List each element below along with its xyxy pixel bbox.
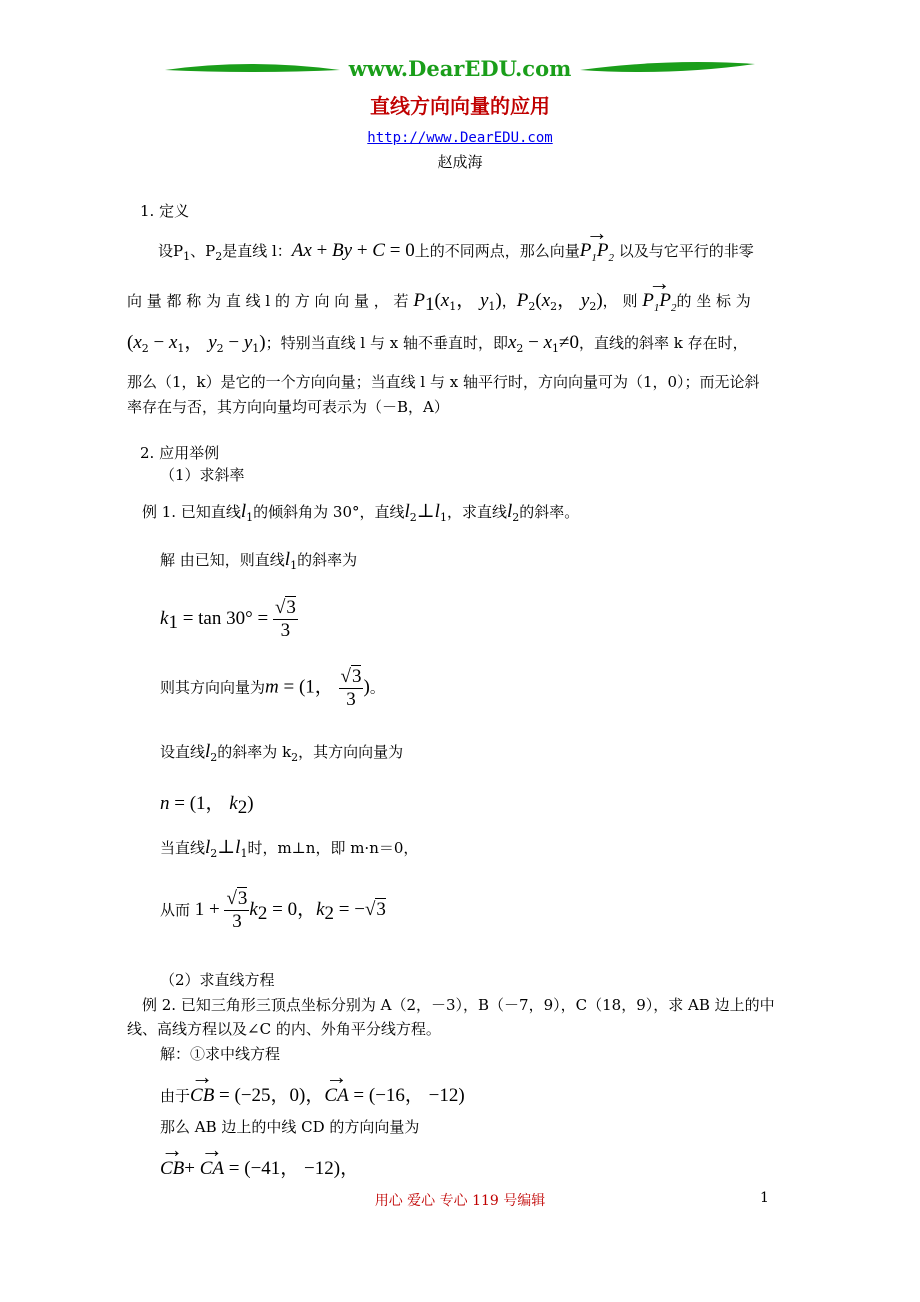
site-banner: www.DearEDU.com — [348, 56, 572, 81]
vectors-cb-ca: 由于→ CB = (−25，0)，→ CA = (−16， −12) — [160, 1080, 465, 1107]
author: 赵成海 — [437, 153, 483, 171]
slope-formula: $k_1 = \tan 30^\circ$ = $\frac{√3}{3}$ — [160, 597, 296, 641]
direction-vector-m: 则其方向向量为m = (1， $\frac{√3}{3}$ )。 — [160, 666, 385, 710]
set-slope-k2: 设直线$l_2$的斜率为 $k_2$，其方向向量为 — [160, 741, 404, 764]
definition-line-4: 那么（1，k）是它的一个方向向量；当直线 l 与 x 轴平行时，方向向量可为（1，0）；而无论斜 — [127, 373, 760, 391]
median-cd-text: 那么 AB 边上的中线 CD 的方向向量为 — [160, 1118, 420, 1136]
page-number: 1 — [760, 1190, 769, 1206]
result-k2: 从而 1 + $\frac{√3}{3}$ $k_2 = 0$，$k_2 = -√3$ — [160, 888, 386, 932]
page-title: 直线方向向量的应用 — [370, 94, 550, 118]
section-2-heading: 2. 应用举例 — [140, 444, 220, 462]
definition-line-1: 设$P_1$、$P_2$是直线 l：Ax + By + C = 0上的不同两点，那么向量→ $P_1P_2$ 以及与它平行的非零 — [158, 241, 754, 268]
direction-vector-n: n = (1， $k_2$) — [160, 793, 254, 819]
line-equation: Ax — [291, 240, 312, 261]
perpendicular-condition: 当直线$l_2\perp l_1$时，m⊥n，即 m·n＝0， — [160, 837, 419, 860]
vector-sum-cb-ca: → CB+ → CA = (−41， −12)， — [160, 1153, 359, 1180]
subsection-2-heading: （2）求直线方程 — [160, 971, 275, 989]
subsection-1-heading: （1）求斜率 — [160, 466, 245, 484]
solution-2-intro: 解：①求中线方程 — [160, 1045, 281, 1063]
example-2-line-2: 线、高线方程以及∠C 的内、外角平分线方程。 — [127, 1020, 441, 1038]
footer-text: 用心 爱心 专心 119 号编辑 — [374, 1193, 546, 1209]
definition-line-3: ($x_2 - x_1$， $y_2 - y_1$)；特别当直线 l 与 x 轴不垂直时，即$x_2 - x_1\ne 0$，直线的斜率 k 存在时， — [127, 332, 748, 355]
example-1-statement: 例 1. 已知直线$l_1$的倾斜角为 30°，直线$l_2\perp l_1$，求直线$l_2$的斜率。 — [142, 501, 580, 524]
solution-1-intro: 解 由已知，则直线$l_1$的斜率为 — [160, 549, 358, 572]
source-link[interactable]: http://www.DearEDU.com — [367, 130, 553, 146]
definition-line-2: 向 量 都 称 为 直 线 l 的 方 向 向 量 ， 若 $P_1(x_1$， $y_1$)，$P_2(x_2$， $y_2$)， 则 → $P_1P_2$的 坐 标 为 — [127, 291, 751, 318]
vector-p1p2: → $P_1P_2$ — [580, 241, 614, 268]
section-1-heading: 1. 定义 — [140, 202, 190, 220]
example-2-line-1: 例 2. 已知三角形三顶点坐标分别为 A（2，－3），B（－7，9），C（18，9），求 AB 边上的中 — [142, 996, 775, 1014]
definition-line-5: 率存在与否，其方向向量均可表示为（－B，A） — [127, 398, 449, 416]
